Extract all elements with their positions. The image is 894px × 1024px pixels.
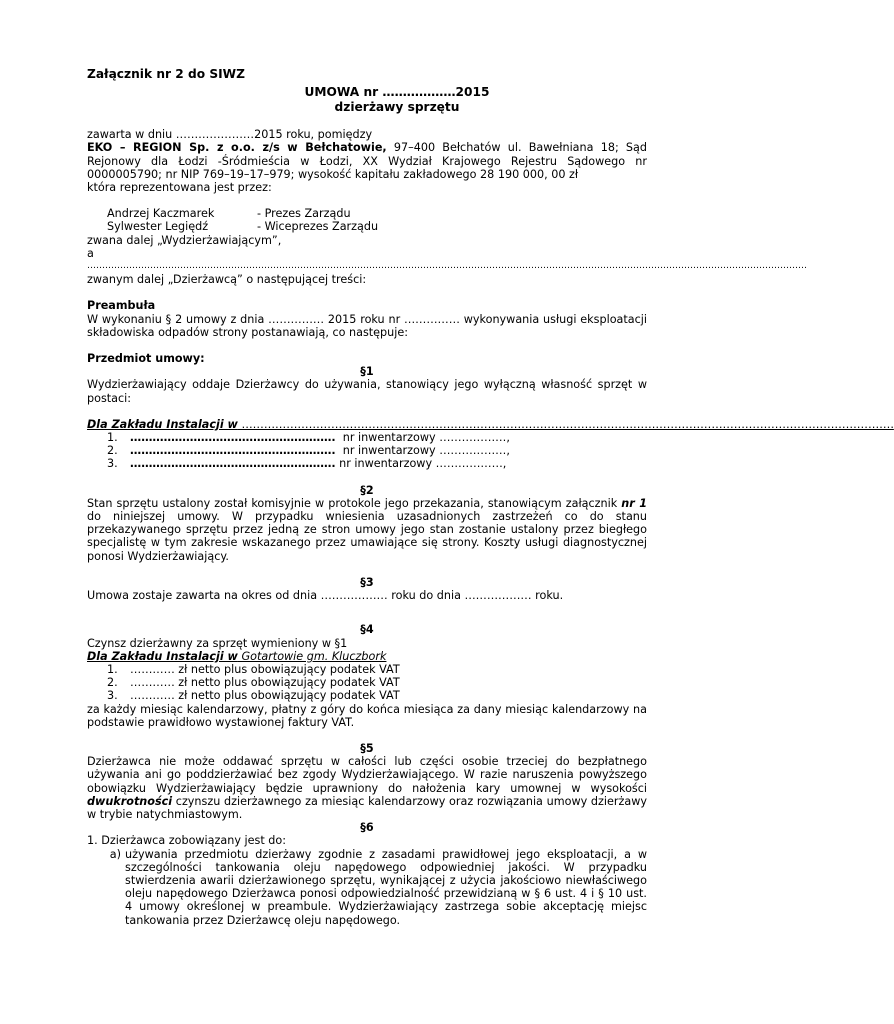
- item-inventory: nr inwentarzowy ………………,: [335, 431, 510, 445]
- section-4-text: za każdy miesiąc kalendarzowy, płatny z góry do końca miesiąca za dany miesiąc kalendarzowy na podstawie prawidłowo wystawionej faktury VAT.: [87, 702, 647, 729]
- section-2-title: §2: [360, 483, 374, 497]
- list-item: [87, 663, 647, 676]
- section-5-text-a: Dzierżawca nie może oddawać sprzętu w całości lub części osobie trzeciej do bezpłatnego używania ani go poddzierżawiać bez zgody Wydzierżawiającego. W razie naruszenia powyższego obowiązku Wydzierżawiający będzie uprawniony do nałożenia kary umownej w wysokości: [87, 755, 647, 795]
- section-4-title: §4: [360, 623, 374, 637]
- facility-place: Gotartowie gm. Kluczbork: [237, 649, 387, 663]
- lessor-company-details: 97–400 Bełchatów ul. Bawełniana 18; Sąd Rejonowy dla Łodzi -Śródmieścia w Łodzi, XX Wydział Krajowego Rejestru Sądowego nr 0000005790; nr NIP 769–19–17–979; wysokość kapitału zakładowego 28 190 000, 00 zł: [87, 141, 647, 181]
- item-number: 2.: [107, 444, 118, 458]
- equipment-list: [87, 431, 647, 471]
- section-6-point-1: 1. Dzierżawca zobowiązany jest do:: [87, 834, 286, 848]
- section-1-facility: [87, 417, 894, 431]
- section-2-text-a: Stan sprzętu ustalony został komisyjnie w protokole jego przekazania, stanowiącym załącznik: [87, 496, 622, 510]
- item-text: ………… zł netto plus obowiązujący podatek VAT: [130, 676, 400, 690]
- facility-label: Dla Zakładu Instalacji w: [87, 417, 238, 431]
- section-6-title: §6: [360, 821, 374, 835]
- section-2-text-b: do niniejszej umowy. W przypadku wniesienia uzasadnionych zastrzeżeń co do stanu przekazywanego sprzętu przez jedną ze stron umowy jego stan zostanie ustalony przez biegłego specjalistę w tym zakresie wskazanego przez umawiające się strony. Koszty usługi diagnostycznej ponosi Wydzierżawiający.: [87, 510, 647, 563]
- list-item: [87, 444, 647, 457]
- lessee-blank-line: ……………………………………………………………………………………………………………………………………………………………………………………………………………………: [87, 261, 807, 272]
- item-number: 1.: [107, 662, 118, 676]
- contract-title: UMOWA nr ………………2015: [304, 85, 490, 100]
- list-item: [87, 676, 647, 689]
- rent-list: [87, 663, 647, 703]
- list-item: [87, 689, 647, 702]
- list-item: [87, 431, 647, 444]
- item-number: 1.: [107, 431, 118, 445]
- section-4-intro: Czynsz dzierżawny za sprzęt wymieniony w §1: [87, 636, 348, 650]
- lessor-company: [87, 141, 647, 181]
- and-conjunction: a: [87, 246, 94, 260]
- section-5-title: §5: [360, 741, 374, 755]
- item-dots: ……………………………………………….: [130, 431, 336, 445]
- item-inventory: nr inwentarzowy ………………,: [335, 457, 507, 471]
- representative-role: - Wiceprezes Zarządu: [257, 220, 379, 234]
- penalty-multiplier: dwukrotności: [87, 794, 173, 808]
- preamble-heading: Preambuła: [87, 299, 156, 313]
- item-number: 2.: [107, 676, 118, 690]
- item-number: 3.: [107, 689, 118, 703]
- preamble-text: W wykonaniu § 2 umowy z dnia …………… 2015 roku nr …………… wykonywania usługi eksploatacji składowiska odpadów strony postanawiają, co następuje:: [87, 312, 647, 339]
- item-text: ………… zł netto plus obowiązujący podatek VAT: [130, 689, 400, 703]
- lessor-designation: zwana dalej „Wydzierżawiającym”,: [87, 233, 282, 247]
- subject-heading: Przedmiot umowy:: [87, 352, 205, 366]
- contract-subtitle: dzierżawy sprzętu: [334, 100, 460, 115]
- item-inventory: nr inwentarzowy ………………,: [335, 444, 510, 458]
- represented-by: która reprezentowana jest przez:: [87, 181, 272, 195]
- section-4-facility: [87, 650, 647, 663]
- section-1-text: Wydzierżawiający oddaje Dzierżawcy do używania, stanowiący jego wyłączną własność sprzęt w postaci:: [87, 378, 647, 405]
- facility-dots: ………………………………………………………………………………………………………………………………………………………….: [237, 417, 894, 431]
- section-5-text-b: czynszu dzierżawnego za miesiąc kalendarzowy oraz rozwiązania umowy dzierżawy w trybie natychmiastowym.: [87, 794, 647, 821]
- section-3-title: §3: [360, 575, 374, 589]
- lessor-company-name: EKO – REGION Sp. z o.o. z/s w Bełchatowie,: [87, 141, 387, 155]
- section-3-text: Umowa zostaje zawarta na okres od dnia ……………… roku do dnia ……………… roku.: [87, 589, 564, 603]
- representative-name: Sylwester Legiędź: [107, 220, 209, 234]
- representative-role: - Prezes Zarządu: [257, 207, 351, 221]
- item-dots: ……………………………………………….: [130, 444, 336, 458]
- attachment-number: nr 1: [621, 496, 647, 510]
- document-page: [87, 66, 894, 927]
- section-5-text: [87, 755, 647, 821]
- attachment-label: Załącznik nr 2 do SIWZ: [87, 67, 245, 81]
- facility-label: Dla Zakładu Instalacji w: [87, 649, 238, 663]
- lessee-designation: zwanym dalej „Dzierżawcą” o następującej treści:: [87, 273, 367, 287]
- representative-name: Andrzej Kaczmarek: [107, 207, 215, 221]
- intro-date-line: zawarta w dniu …………………2015 roku, pomiędzy: [87, 128, 373, 142]
- representative-row: [87, 220, 647, 233]
- item-number: 3.: [107, 457, 118, 471]
- list-item: [87, 457, 647, 470]
- section-6-subpoint-a: [87, 848, 647, 927]
- section-2-text: [87, 497, 647, 563]
- subpoint-label: a): [109, 847, 121, 861]
- item-text: ………… zł netto plus obowiązujący podatek VAT: [130, 662, 400, 676]
- item-dots: ……………………………………………….: [130, 457, 336, 471]
- representative-row: [87, 207, 647, 220]
- section-1-title: §1: [360, 365, 374, 379]
- subpoint-text: używania przedmiotu dzierżawy zgodnie z zasadami prawidłowej jego eksploatacji, a w szczególności tankowania oleju napędowego odpowiedniej jakości. W przypadku stwierdzenia awarii dzierżawionego sprzętu, wynikającej z użycia jakościowo niewłaściwego oleju napędowego Dzierżawca ponosi odpowiedzialność przewidzianą w § 6 ust. 4 i § 10 ust. 4 umowy określonej w preambule. Wydzierżawiający zastrzega sobie akceptację miejsc tankowania przez Dzierżawcę oleju napędowego.: [125, 847, 647, 927]
